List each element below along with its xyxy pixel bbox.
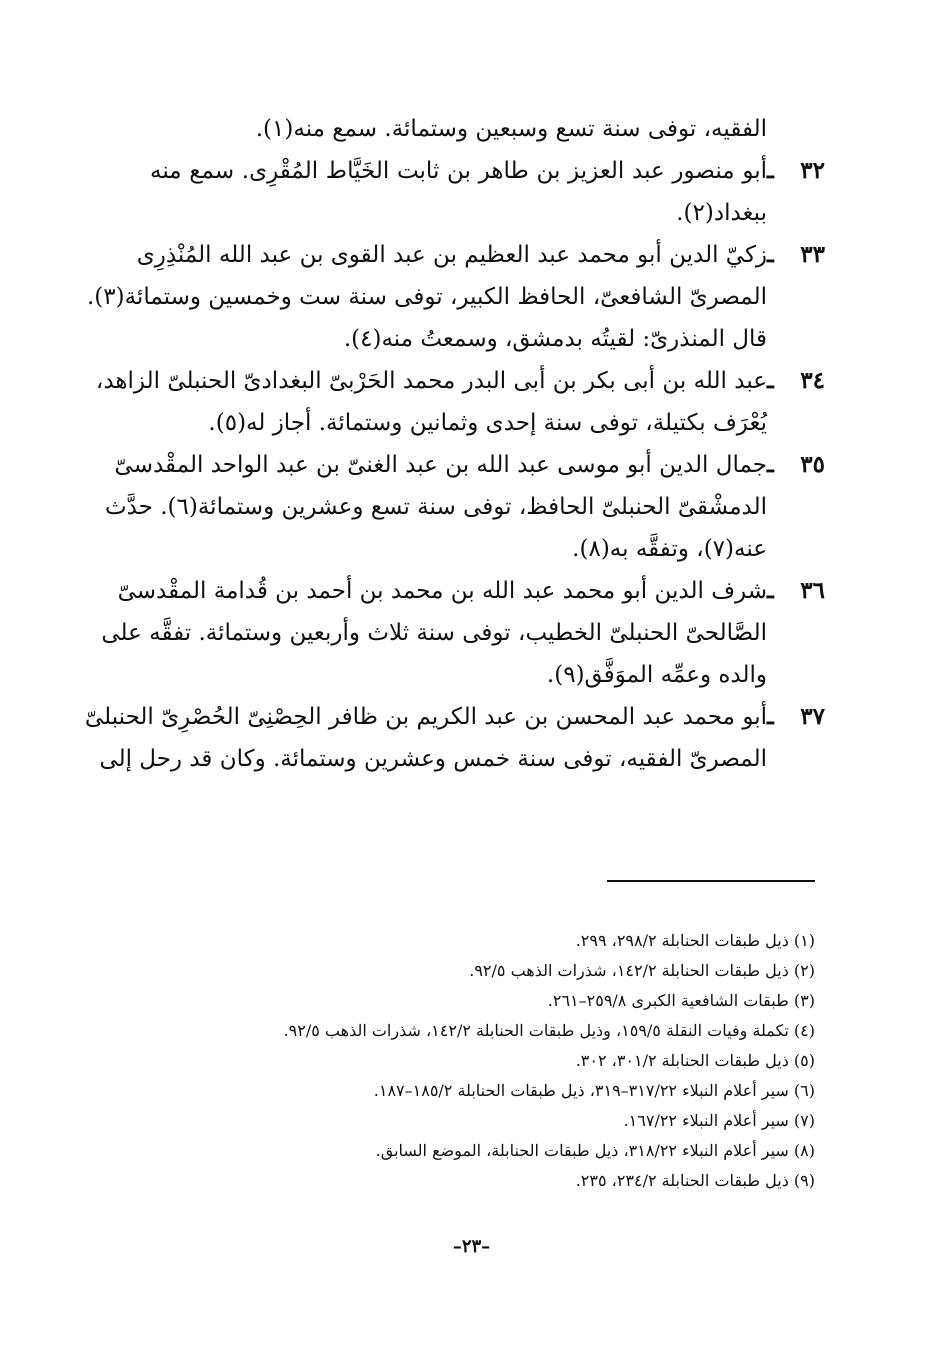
text-line: قال المنذرىّ: لقيتُه بدمشق، وسمعتُ منه(٤). — [343, 326, 767, 352]
footnote: (٩) ذيل طبقات الحنابلة ٢٣٤/٢، ٢٣٥. — [575, 1171, 815, 1190]
text-line: الصَّالحىّ الحنبلىّ الخطيب، توفى سنة ثلاث وأربعين وستمائة. تفقَّه على — [101, 620, 767, 646]
footnote: (٢) ذيل طبقات الحنابلة ١٤٢/٢، شذرات الذهب ٩٢/٥. — [469, 961, 815, 980]
text-line: الدمشْقىّ الحنبلىّ الحافظ، توفى سنة تسع وعشرين وستمائة(٦). حدَّث — [104, 494, 767, 520]
entry-line — [114, 444, 825, 486]
footnote: (٤) تكملة وفيات النقلة ١٥٩/٥، وذيل طبقات الحنابلة ١٤٢/٢، شذرات الذهب ٩٢/٥. — [283, 1021, 815, 1040]
entry-line — [136, 234, 825, 276]
entry-number: ٣٦ ـ — [767, 577, 825, 604]
entry-number: ٣٥ ـ — [767, 451, 825, 478]
footnote: (١) ذيل طبقات الحنابلة ٢٩٨/٢، ٢٩٩. — [575, 931, 815, 950]
entry-text: جمال الدين أبو موسى عبد الله بن عبد الغنىّ بن عبد الواحد المقْدسىّ — [114, 452, 767, 478]
entry-text: أبو منصور عبد العزيز بن طاهر بن ثابت الخَيَّاط المُقْرِى. سمع منه — [150, 158, 767, 184]
entry-text: أبو محمد عبد المحسن بن عبد الكريم بن ظافر الحِصْنِىّ الحُصْرِىّ الحنبلىّ — [84, 704, 767, 730]
text-line: عنه(٧)، وتفقَّه به(٨). — [572, 536, 767, 562]
text-line: الفقيه، توفى سنة تسع وسبعين وستمائة. سمع منه(١). — [255, 116, 767, 142]
text-line: والده وعمِّه الموَفَّق(٩). — [546, 662, 767, 688]
entry-line — [150, 150, 825, 192]
entry-number: ٣٢ ـ — [767, 157, 825, 184]
text-line: ببغداد(٢). — [676, 200, 767, 226]
footnote-separator — [607, 880, 815, 882]
entry-number: ٣٣ ـ — [767, 241, 825, 268]
entry-text: عبد الله بن أبى بكر بن أبى البدر محمد الحَرْبىّ البغدادىّ الحنبلىّ الزاهد، — [95, 368, 767, 394]
footnote: (٣) طبقات الشافعية الكبرى ٢٥٩/٨–٢٦١. — [547, 991, 815, 1010]
footnote: (٥) ذيل طبقات الحنابلة ٣٠١/٢، ٣٠٢. — [575, 1051, 815, 1070]
entry-number: ٣٤ ـ — [767, 367, 825, 394]
main-text — [84, 108, 825, 780]
entry-line — [84, 696, 825, 738]
entry-line — [117, 570, 825, 612]
footnote: (٦) سير أعلام النبلاء ٣١٧/٢٢–٣١٩، ذيل طبقات الحنابلة ١٨٥/٢–١٨٧. — [373, 1081, 815, 1100]
text-line: المصرىّ الشافعىّ، الحافظ الكبير، توفى سنة ست وخمسين وستمائة(٣). — [86, 284, 767, 310]
footnote: (٧) سير أعلام النبلاء ١٦٧/٢٢. — [623, 1111, 815, 1130]
entry-text: زكيّ الدين أبو محمد عبد العظيم بن عبد القوى بن عبد الله المُنْذِرِى — [136, 242, 767, 268]
entry-number: ٣٧ ـ — [767, 703, 825, 730]
entry-line — [95, 360, 825, 402]
entry-text: شرف الدين أبو محمد عبد الله بن محمد بن أحمد بن قُدامة المقْدسىّ — [117, 578, 767, 604]
text-line: المصرىّ الفقيه، توفى سنة خمس وعشرين وستمائة. وكان قد رحل إلى — [99, 746, 767, 772]
footnote: (٨) سير أعلام النبلاء ٣١٨/٢٢، ذيل طبقات الحنابلة، الموضع السابق. — [375, 1141, 815, 1160]
footnotes — [200, 926, 815, 1196]
page-number: –٢٣– — [452, 1236, 491, 1257]
text-line: يُعْرَف بكتيلة، توفى سنة إحدى وثمانين وستمائة. أجاز له(٥). — [208, 410, 767, 436]
